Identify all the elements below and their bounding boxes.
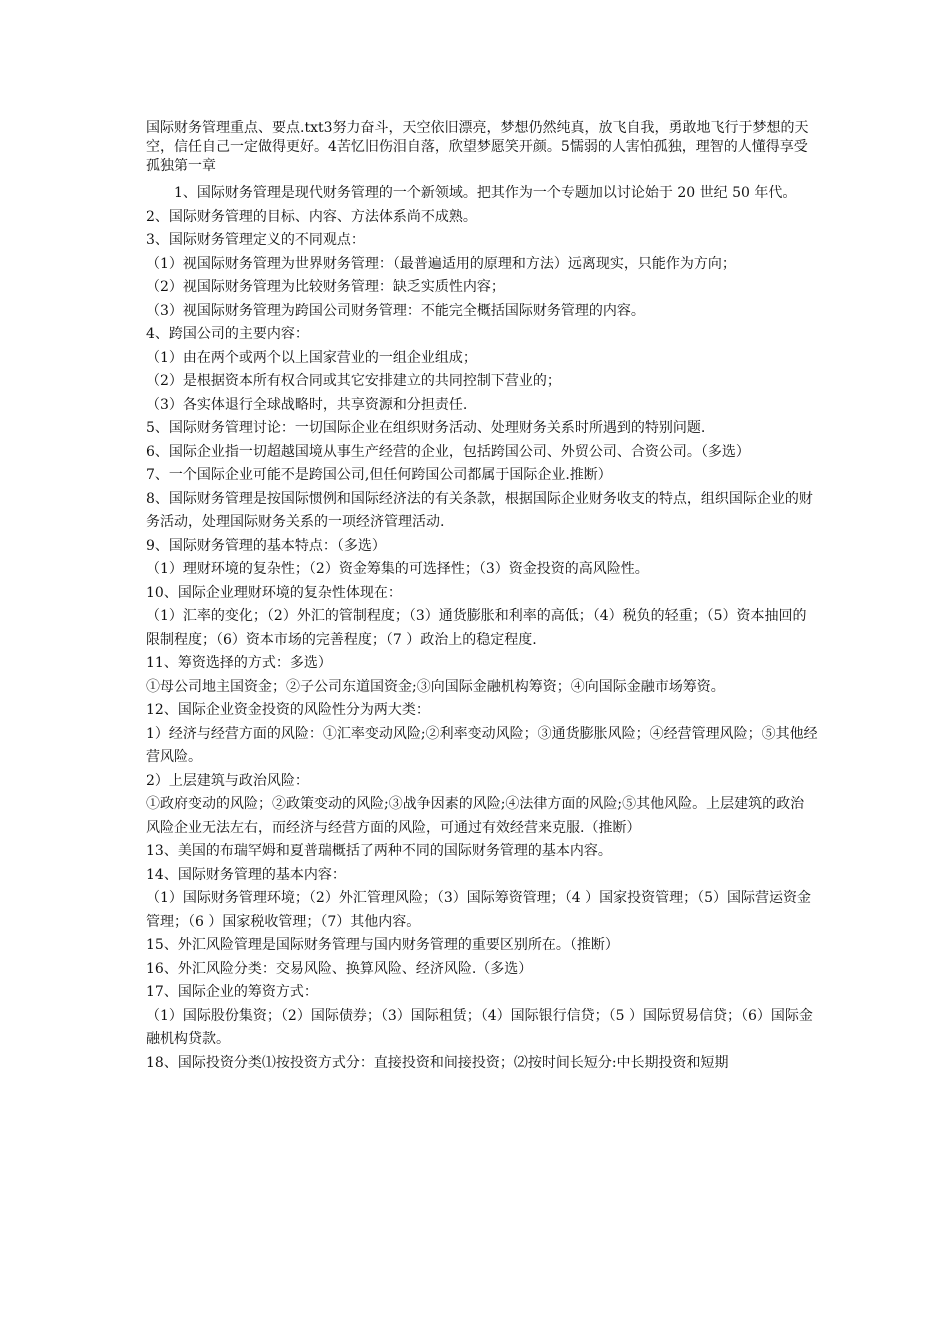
list-item: （3）视国际财务管理为跨国公司财务管理：不能完全概括国际财务管理的内容。 [146, 302, 645, 319]
list-item: 2）上层建筑与政治风险： [146, 772, 309, 789]
document-page [146, 119, 818, 1075]
paragraph-2: 2、国际财务管理的目标、内容、方法体系尚不成熟。 [146, 208, 477, 225]
paragraph-17: 17、国际企业的筹资方式： [146, 984, 318, 1000]
paragraph-13: 13、美国的布瑞罕姆和夏普瑞概括了两种不同的国际财务管理的基本内容。 [146, 843, 612, 859]
paragraph-4: 4、跨国公司的主要内容： [146, 326, 309, 342]
list-item: （1）由在两个或两个以上国家营业的一组企业组成； [146, 349, 477, 366]
paragraph-14: 14、国际财务管理的基本内容： [146, 866, 346, 883]
list-item: （1）视国际财务管理为世界财务管理：（最普遍适用的原理和方法）远离现实，只能作为方向； [146, 255, 736, 272]
list-item: ①母公司地主国资金；②子公司东道国资金;③向国际金融机构筹资；④向国际金融市场筹资。 [146, 678, 725, 695]
paragraph-3: 3、国际财务管理定义的不同观点： [146, 232, 365, 248]
list-item: 1）经济与经营方面的风险：①汇率变动风险;②利率变动风险；③通货膨胀风险；④经营管理风险；⑤其他经营风险。 [146, 725, 818, 765]
list-item: （1）国际财务管理环境；（2）外汇管理风险；（3）国际筹资管理；（4 ）国家投资管理；（5）国际营运资金管理；（6 ）国家税收管理；（7）其他内容。 [146, 890, 811, 930]
paragraph-6: 6、国际企业指一切超越国境从事生产经营的企业，包括跨国公司、外贸公司、合资公司。（多选） [146, 443, 750, 460]
paragraph-12: 12、国际企业资金投资的风险性分为两大类： [146, 702, 430, 718]
paragraph-8: 8、国际财务管理是按国际惯例和国际经济法的有关条款，根据国际企业财务收支的特点，组织国际企业的财务活动，处理国际财务关系的一项经济管理活动. [146, 490, 813, 530]
list-item: （1）国际股份集资；（2）国际债券；（3）国际租赁；（4）国际银行信贷；（5 ）国际贸易信贷；（6）国际金融机构贷款。 [146, 1007, 813, 1047]
paragraph-10: 10、国际企业理财环境的复杂性体现在： [146, 584, 402, 601]
paragraph-18: 18、国际投资分类⑴按投资方式分：直接投资和间接投资；⑵按时间长短分:中长期投资和短期 [146, 1054, 729, 1071]
list-item: （2）是根据资本所有权合同或其它安排建立的共同控制下营业的； [146, 373, 561, 389]
paragraph-16: 16、外汇风险分类：交易风险、换算风险、经济风险.（多选） [146, 960, 533, 977]
paragraph-15: 15、外汇风险管理是国际财务管理与国内财务管理的重要区别所在。（推断） [146, 937, 619, 953]
paragraph-9: 9、国际财务管理的基本特点：（多选） [146, 537, 386, 554]
list-item: （1）汇率的变化；（2）外汇的管制程度；（3）通货膨胀和利率的高低；（4）税负的轻重；（5）资本抽回的限制程度；（6）资本市场的完善程度；（7 ）政治上的稳定程度. [146, 608, 807, 648]
list-item: ①政府变动的风险；②政策变动的风险;③战争因素的风险;④法律方面的风险;⑤其他风险。上层建筑的政治风险企业无法左右，而经济与经营方面的风险，可通过有效经营来克服.（推断） [146, 796, 805, 836]
list-item: （1）理财环境的复杂性；（2）资金筹集的可选择性；（3）资金投资的高风险性。 [146, 561, 649, 577]
paragraph-1: 1、国际财务管理是现代财务管理的一个新领域。把其作为一个专题加以讨论始于 20 世纪 50 年代。 [174, 185, 797, 201]
list-item: （3）各实体退行全球战略时，共享资源和分担责任. [146, 396, 468, 413]
paragraph-5: 5、国际财务管理讨论：一切国际企业在组织财务活动、处理财务关系时所遇到的特别问题. [146, 420, 706, 436]
paragraph-11: 11、筹资选择的方式：多选） [146, 655, 332, 671]
paragraph-7: 7、一个国际企业可能不是跨国公司,但任何跨国公司都属于国际企业.推断） [146, 467, 612, 483]
list-item: （2）视国际财务管理为比较财务管理：缺乏实质性内容； [146, 279, 505, 295]
document-header: 国际财务管理重点、要点.txt3努力奋斗，天空依旧漂亮，梦想仍然纯真，放飞自我，勇敢地飞行于梦想的天空，信任自己一定做得更好。4苦忆旧伤泪自落，欣望梦愿笑开颜。5懦弱的人害怕孤独，理智的人懂得享受孤独第一章 [146, 120, 809, 174]
